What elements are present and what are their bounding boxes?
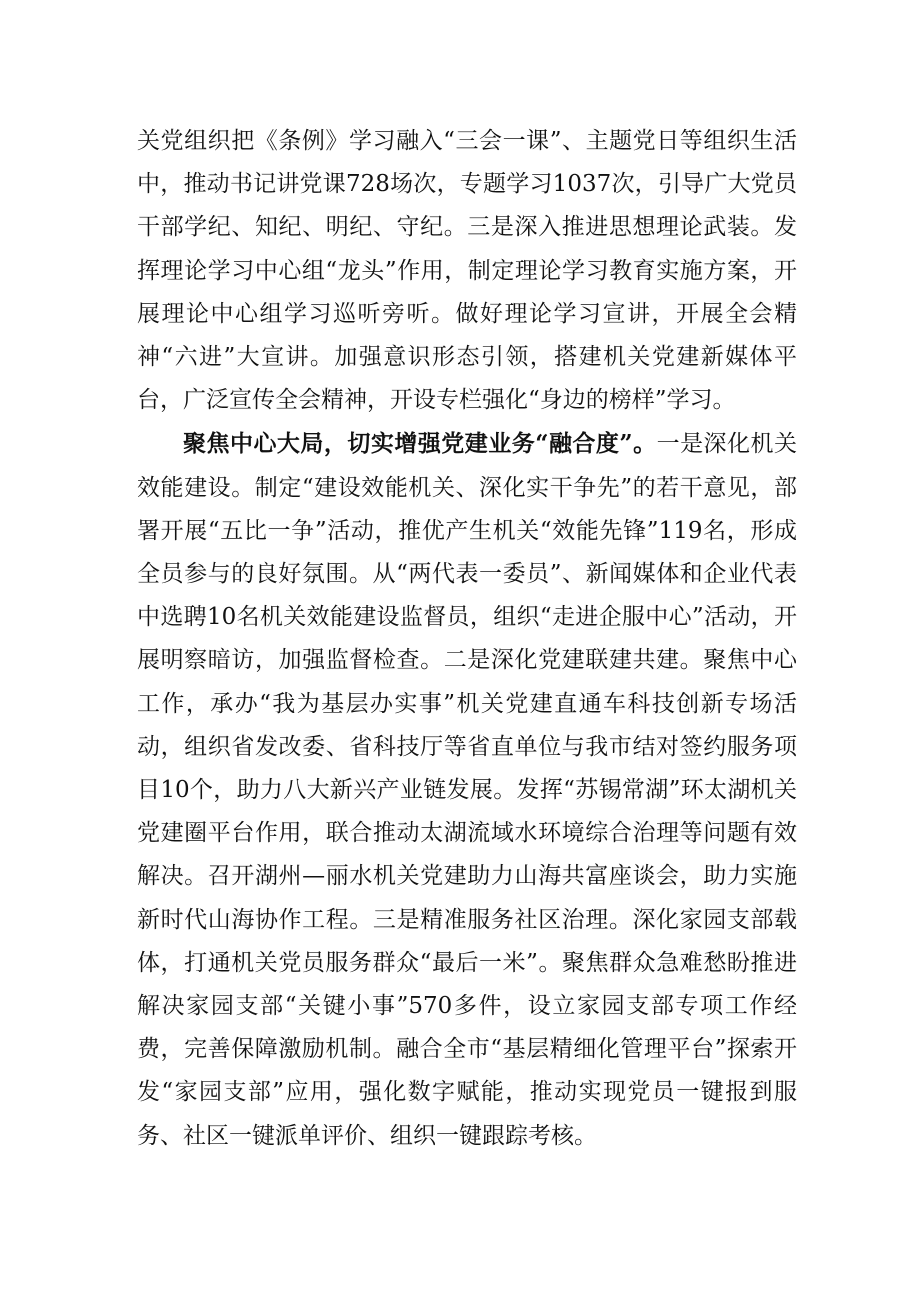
paragraph-integration [137, 422, 797, 1157]
document-body [137, 120, 797, 1158]
paragraph-text: 一是深化机关效能建设。制定“建设效能机关、深化实干争先”的若干意见，部署开展“五比一争”活动，推优产生机关“效能先锋”119名，形成全员参与的良好氛围。从“两代表一委员”、新闻媒体和企业代表中选聘10名机关效能建设监督员，组织“走进企服中心”活动，开展明察暗访，加强监督检查。二是深化党建联建共建。聚焦中心工作，承办“我为基层办实事”机关党建直通车科技创新专场活动，组织省发改委、省科技厅等省直单位与我市结对签约服务项目10个，助力八大新兴产业链发展。发挥“苏锡常湖”环太湖机关党建圈平台作用，联合推动太湖流域水环境综合治理等问题有效解决。召开湖州—丽水机关党建助力山海共富座谈会，助力实施新时代山海协作工程。三是精准服务社区治理。深化家园支部载体，打通机关党员服务群众“最后一米”。聚焦群众急难愁盼推进解决家园支部“关键小事”570多件，设立家园支部专项工作经费，完善保障激励机制。融合全市“基层精细化管理平台”探索开发“家园支部”应用，强化数字赋能，推动实现党员一键报到服务、社区一键派单评价、组织一键跟踪考核。 [137, 431, 798, 1149]
paragraph-continuation [137, 120, 797, 422]
paragraph-text: 关党组织把《条例》学习融入“三会一课”、主题党日等组织生活中，推动书记讲党课728场次，专题学习1037次，引导广大党员干部学纪、知纪、明纪、守纪。三是深入推进思想理论武装。发挥理论学习中心组“龙头”作用，制定理论学习教育实施方案，开展理论中心组学习巡听旁听。做好理论学习宣讲，开展全会精神“六进”大宣讲。加强意识形态引领，搭建机关党建新媒体平台，广泛宣传全会精神，开设专栏强化“身边的榜样”学习。 [137, 128, 797, 414]
paragraph-heading: 聚焦中心大局，切实增强党建业务“融合度”。 [183, 430, 657, 458]
